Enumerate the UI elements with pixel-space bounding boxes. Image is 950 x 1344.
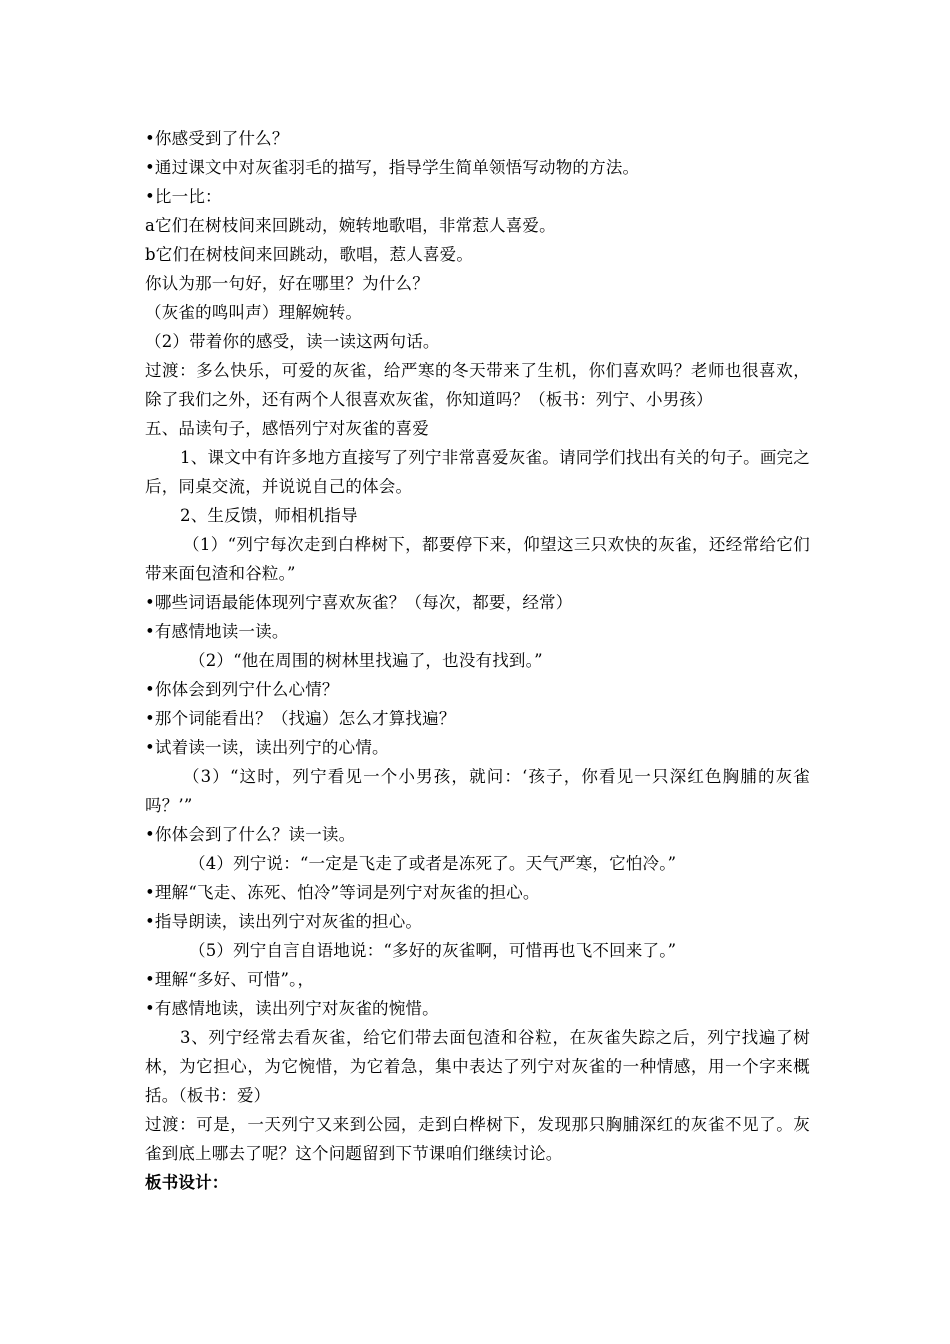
transition-1: 过渡：多么快乐，可爱的灰雀，给严寒的冬天带来了生机，你们喜欢吗？老师也很喜欢，除了我们之外，还有两个人很喜欢灰雀，你知道吗？（板书：列宁、小男孩） [145, 361, 810, 409]
bullet-feeling: •你感受到了什么？ [145, 129, 289, 148]
step-3: 3、列宁经常去看灰雀，给它们带去面包渣和谷粒，在灰雀失踪之后，列宁找遍了树林，为它担心，为它惋惜，为它着急，集中表达了列宁对灰雀的一种情感，用一个字来概括。（板书：爱） [145, 1028, 810, 1105]
bullet-words-like: •哪些词语最能体现列宁喜欢灰雀？（每次，都要，经常） [145, 593, 573, 612]
bullet-lenin-mood: •你体会到列宁什么心情？ [145, 680, 339, 699]
quote-2: （2）“他在周围的树林里找遍了，也没有找到。” [189, 651, 543, 670]
bullet-guide-reading: •指导朗读，读出列宁对灰雀的担心。 [145, 912, 423, 931]
bullet-feather-description: •通过课文中对灰雀羽毛的描写，指导学生简单领悟写动物的方法。 [145, 158, 640, 177]
question-which-better: 你认为那一句好，好在哪里？为什么？ [145, 274, 429, 293]
understand-wanzhuan: （灰雀的鸣叫声）理解婉转。 [145, 303, 363, 322]
bullet-compare: •比一比： [145, 187, 222, 206]
sentence-b: b它们在树枝间来回跳动，歌唱，惹人喜爱。 [145, 245, 474, 264]
bullet-understand-pity: •理解“多好、可惜”。， [145, 970, 315, 989]
blackboard-design-heading: 板书设计： [145, 1173, 229, 1192]
bullet-read-emotion: •有感情地读一读。 [145, 622, 289, 641]
bullet-understand-worry: •理解“飞走、冻死、怕冷”等词是列宁对灰雀的担心。 [145, 883, 540, 902]
transition-2: 过渡：可是，一天列宁又来到公园，走到白桦树下，发现那只胸脯深红的灰雀不见了。灰雀到底上哪去了呢？这个问题留到下节课咱们继续讨论。 [145, 1115, 810, 1163]
quote-4: （4）列宁说：“一定是飞走了或者是冻死了。天气严寒，它怕冷。” [189, 854, 677, 873]
bullet-read-pity: •有感情地读，读出列宁对灰雀的惋惜。 [145, 999, 439, 1018]
quote-3: （3）“这时，列宁看见一个小男孩，就问：‘孩子，你看见一只深红色胸脯的灰雀吗？’” [145, 767, 810, 815]
section-five-heading: 五、品读句子，感悟列宁对灰雀的喜爱 [145, 419, 429, 438]
step-2: 2、生反馈，师相机指导 [180, 506, 358, 525]
bullet-try-read: •试着读一读，读出列宁的心情。 [145, 738, 389, 757]
step-1: 1、课文中有许多地方直接写了列宁非常喜爱灰雀。请同学们找出有关的句子。画完之后，同桌交流，并说说自己的体会。 [145, 448, 810, 496]
document-page [145, 124, 810, 1197]
bullet-which-word: •那个词能看出？（找遍）怎么才算找遍？ [145, 709, 456, 728]
quote-5: （5）列宁自言自语地说：“多好的灰雀啊，可惜再也飞不回来了。” [189, 941, 677, 960]
sentence-a: a它们在树枝间来回跳动，婉转地歌唱，非常惹人喜爱。 [145, 216, 556, 235]
read-two-sentences: （2）带着你的感受，读一读这两句话。 [145, 332, 440, 351]
bullet-what-feel: •你体会到了什么？读一读。 [145, 825, 356, 844]
quote-1: （1）“列宁每次走到白桦树下，都要停下来，仰望这三只欢快的灰雀，还经常给它们带来面包渣和谷粒。” [145, 535, 810, 583]
